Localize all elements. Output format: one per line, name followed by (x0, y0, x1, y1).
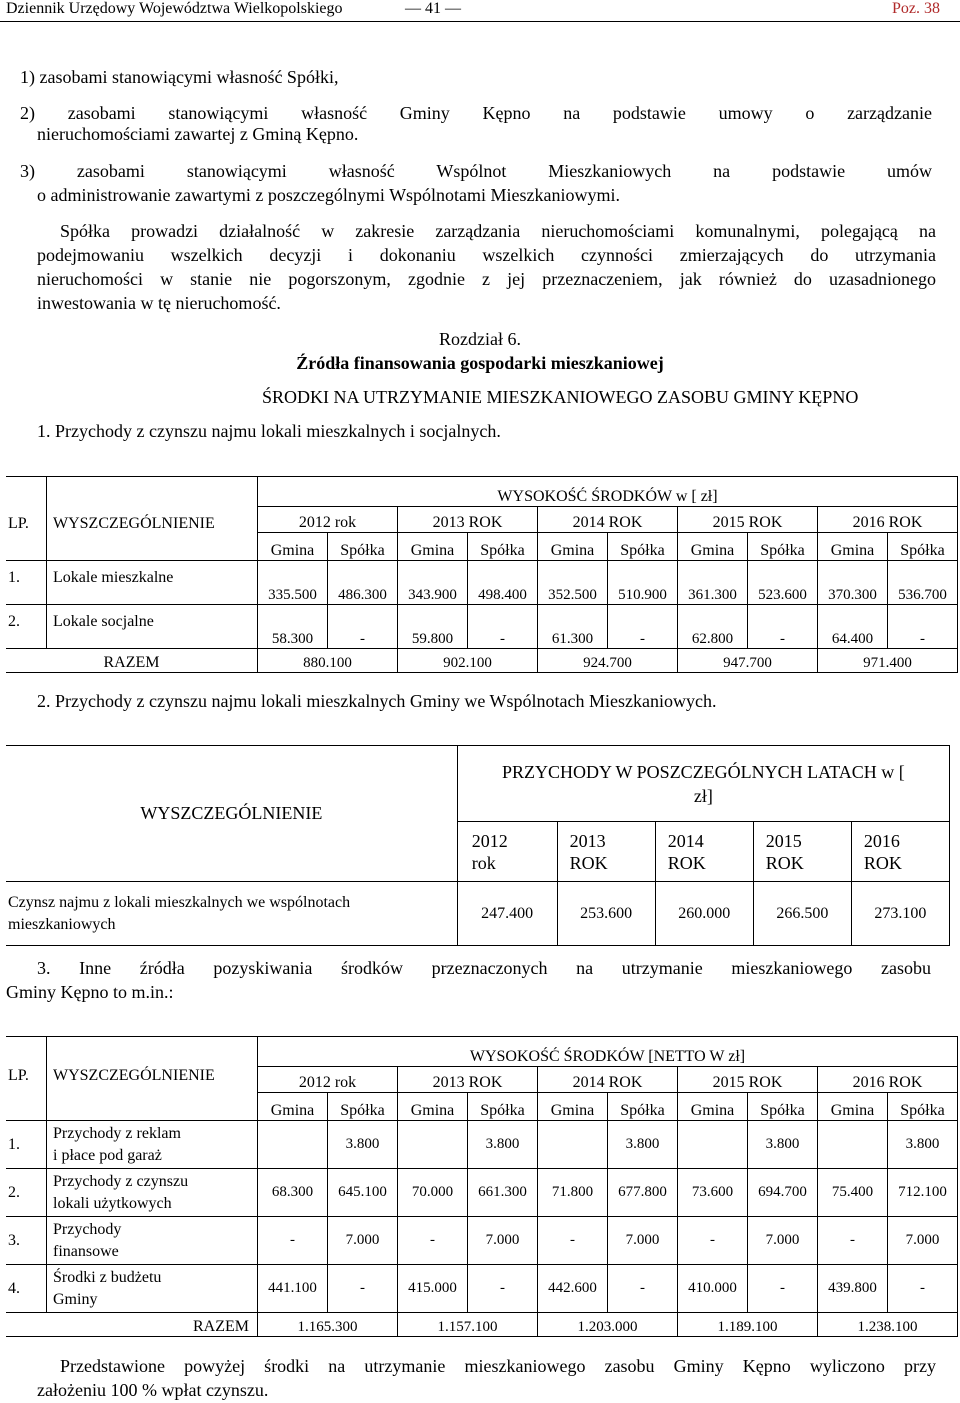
year-header: 2013 ROK (557, 822, 655, 882)
sub-header: Spółka (328, 1093, 398, 1121)
desc-header: WYSZCZEGÓLNIENIE (47, 507, 258, 533)
chapter-number: Rozdział 6. (439, 329, 521, 349)
chapter-subtitle: ŚRODKI NA UTRZYMANIE MIESZKANIOWEGO ZASOBU GMINY KĘPNO (262, 387, 859, 407)
header-rule (0, 21, 960, 22)
list-item-2b: nieruchomościami zawartej z Gminą Kępno. (37, 124, 359, 144)
table-row: 1. Lokale mieszkalne 335.500 486.300 343.900 498.400 352.500 510.900 361.300 523.600 370.300 536.700 (6, 561, 958, 605)
sub-header: Spółka (748, 1093, 818, 1121)
year-header: 2016 ROK (818, 507, 958, 533)
closing-line-2: założeniu 100 % wpłat czynszu. (37, 1380, 269, 1400)
paragraph-line-2: podejmowaniu wszelkich decyzji i dokonaniu wszelkich czynności zmierzających do utrzymania (37, 245, 936, 265)
sub-header: Spółka (468, 1093, 538, 1121)
sub-header: Gmina (398, 1093, 468, 1121)
sub-header: Gmina (818, 533, 888, 561)
page-header (0, 0, 960, 18)
sub-header: Spółka (748, 533, 818, 561)
table-other-sources (6, 1036, 958, 1337)
sub-header: Gmina (258, 533, 328, 561)
group-header: WYSOKOŚĆ ŚRODKÓW w [ zł] (258, 477, 958, 507)
table-row: 2. Lokale socjalne 58.300 - 59.800 - 61.300 - 62.800 - 64.400 - (6, 605, 958, 649)
sub-header: Spółka (608, 533, 678, 561)
year-header: 2015 ROK (678, 507, 818, 533)
year-header: 2015 ROK (753, 822, 851, 882)
group-header: PRZYCHODY W POSZCZEGÓLNYCH LATACH w [ zł] (457, 746, 949, 822)
table-row: 1. Przychody z reklam i płace pod garaż 3.800 3.800 3.800 3.800 3.800 (6, 1121, 958, 1169)
table-row: 4. Środki z budżetu Gminy 441.100 - 415.000 - 442.600 - 410.000 - 439.800 - (6, 1265, 958, 1313)
paragraph-line-3: nieruchomości w stanie nie pogorszonym, zgodnie z jej przeznaczeniem, jak również do uzasadnionego (37, 269, 936, 289)
year-header: 2012 rok (258, 507, 398, 533)
table-total-row: RAZEM 880.100 902.100 924.700 947.700 971.400 (6, 649, 958, 673)
table-rent-income (6, 476, 958, 673)
year-header: 2012 rok (457, 822, 557, 882)
sub-header: Gmina (538, 1093, 608, 1121)
lp-header: LP. (6, 507, 47, 533)
sub-header: Spółka (468, 533, 538, 561)
sub-header: Gmina (258, 1093, 328, 1121)
year-header: 2013 ROK (398, 1067, 538, 1093)
table-row: 3. Przychody finansowe - 7.000 - 7.000 - 7.000 - 7.000 - 7.000 (6, 1217, 958, 1265)
list-item-3a: 3) zasobami stanowiącymi własność Wspólnot Mieszkaniowych na podstawie umów (20, 161, 932, 181)
table-community-income (6, 745, 950, 946)
sub-header: Spółka (888, 1093, 958, 1121)
year-header: 2016 ROK (851, 822, 949, 882)
section-2-heading: 2. Przychody z czynszu najmu lokali mieszkalnych Gminy we Wspólnotach Mieszkaniowych. (37, 691, 717, 711)
sub-header: Gmina (818, 1093, 888, 1121)
list-item-2a: 2) zasobami stanowiącymi własność Gminy Kępno na podstawie umowy o zarządzanie (20, 103, 932, 123)
group-header: WYSOKOŚĆ ŚRODKÓW [NETTO W zł] (258, 1037, 958, 1067)
list-item-3b: o administrowanie zawartymi z poszczególnymi Wspólnotami Mieszkaniowymi. (37, 185, 621, 205)
desc-header: WYSZCZEGÓLNIENIE (47, 1067, 258, 1093)
page-number: — 41 — (405, 0, 461, 17)
lp-header: LP. (6, 1067, 47, 1093)
paragraph-line-1: Spółka prowadzi działalność w zakresie zarządzania nieruchomościami komunalnymi, polegającą na (60, 221, 936, 241)
paragraph-line-4: inwestowania w tę nieruchomość. (37, 293, 281, 313)
year-header: 2012 rok (258, 1067, 398, 1093)
sub-header: Gmina (678, 533, 748, 561)
table-total-row: RAZEM 1.165.300 1.157.100 1.203.000 1.189.100 1.238.100 (6, 1313, 958, 1337)
year-header: 2014 ROK (655, 822, 753, 882)
year-header: 2014 ROK (538, 1067, 678, 1093)
sub-header: Spółka (888, 533, 958, 561)
sub-header: Spółka (328, 533, 398, 561)
table-row: Czynsz najmu z lokali mieszkalnych we wspólnotach mieszkaniowych 247.400 253.600 260.000 266.500 273.100 (6, 882, 950, 946)
section-3-heading-a: 3. Inne źródła pozyskiwania środków przeznaczonych na utrzymanie mieszkaniowego zasobu (37, 958, 931, 978)
sub-header: Gmina (678, 1093, 748, 1121)
sub-header: Gmina (538, 533, 608, 561)
year-header: 2013 ROK (398, 507, 538, 533)
position-label: Poz. 38 (892, 0, 940, 17)
sub-header: Gmina (398, 533, 468, 561)
sub-header: Spółka (608, 1093, 678, 1121)
chapter-title: Źródła finansowania gospodarki mieszkaniowej (296, 353, 664, 373)
closing-line-1: Przedstawione powyżej środki na utrzymanie mieszkaniowego zasobu Gminy Kępno wyliczono przy (60, 1356, 936, 1376)
list-item-1: 1) zasobami stanowiącymi własność Spółki, (20, 67, 339, 87)
year-header: 2016 ROK (818, 1067, 958, 1093)
year-header: 2015 ROK (678, 1067, 818, 1093)
desc-header: WYSZCZEGÓLNIENIE (6, 746, 457, 882)
year-header: 2014 ROK (538, 507, 678, 533)
journal-title: Dziennik Urzędowy Województwa Wielkopolskiego (6, 0, 343, 17)
section-1-heading: 1. Przychody z czynszu najmu lokali mieszkalnych i socjalnych. (37, 421, 501, 441)
table-row: 2. Przychody z czynszu lokali użytkowych 68.300 645.100 70.000 661.300 71.800 677.800 73.600 694.700 75.400 712.100 (6, 1169, 958, 1217)
section-3-heading-b: Gminy Kępno to m.in.: (6, 982, 174, 1002)
